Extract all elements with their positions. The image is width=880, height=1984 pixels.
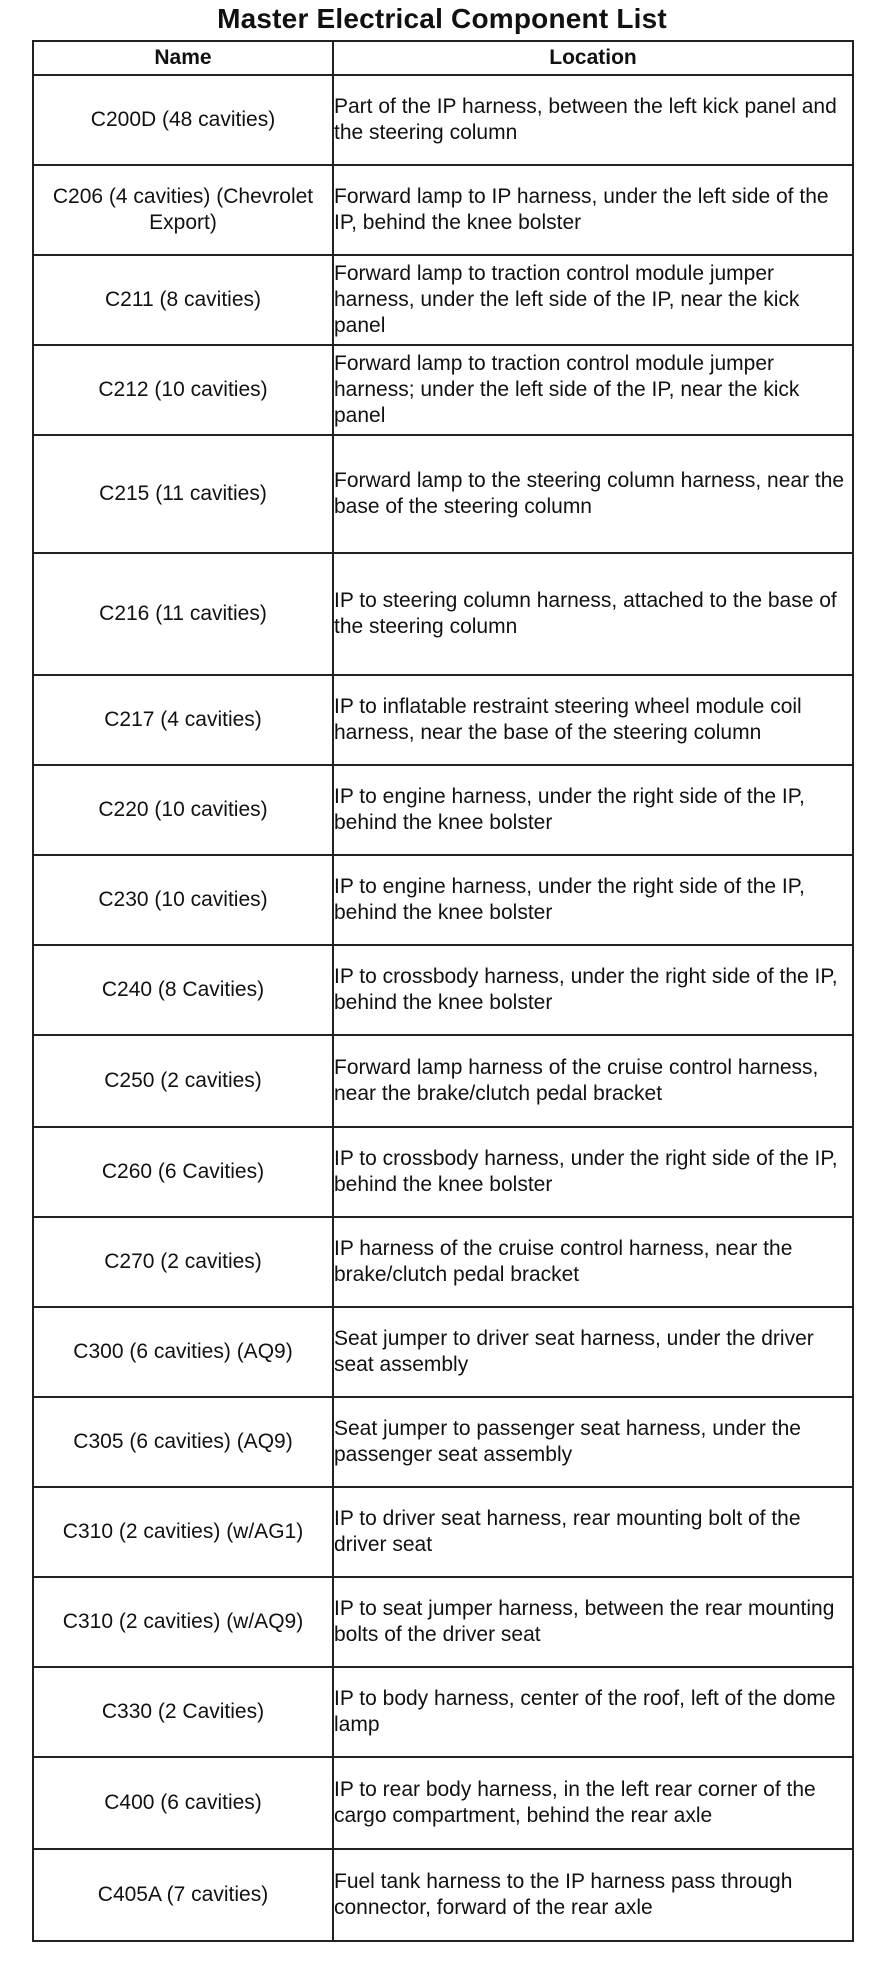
component-name: C230 (10 cavities) <box>33 855 333 945</box>
table-row <box>33 345 853 435</box>
component-location: Part of the IP harness, between the left kick panel and the steering column <box>333 75 853 165</box>
table-row <box>33 1487 853 1577</box>
component-name: C200D (48 cavities) <box>33 75 333 165</box>
component-location: IP to body harness, center of the roof, left of the dome lamp <box>333 1667 853 1757</box>
component-location: Forward lamp to the steering column harness, near the base of the steering column <box>333 435 853 553</box>
component-location: IP to crossbody harness, under the right side of the IP, behind the knee bolster <box>333 945 853 1035</box>
table-row <box>33 165 853 255</box>
component-name: C211 (8 cavities) <box>33 255 333 345</box>
component-location: IP to rear body harness, in the left rear corner of the cargo compartment, behind the rear axle <box>333 1757 853 1849</box>
component-location: IP to seat jumper harness, between the rear mounting bolts of the driver seat <box>333 1577 853 1667</box>
component-location: Fuel tank harness to the IP harness pass through connector, forward of the rear axle <box>333 1849 853 1941</box>
component-name: C206 (4 cavities) (Chevrolet Export) <box>33 165 333 255</box>
table-row <box>33 1307 853 1397</box>
component-name: C330 (2 Cavities) <box>33 1667 333 1757</box>
table-header-row <box>33 41 853 75</box>
table-row <box>33 1667 853 1757</box>
table-row <box>33 1397 853 1487</box>
component-location: Forward lamp harness of the cruise control harness, near the brake/clutch pedal bracket <box>333 1035 853 1127</box>
table-row <box>33 435 853 553</box>
component-name: C250 (2 cavities) <box>33 1035 333 1127</box>
table-row <box>33 1849 853 1941</box>
table-row <box>33 1757 853 1849</box>
table-row <box>33 255 853 345</box>
page-title: Master Electrical Component List <box>217 3 667 34</box>
component-name: C216 (11 cavities) <box>33 553 333 675</box>
component-name: C240 (8 Cavities) <box>33 945 333 1035</box>
table-row <box>33 1035 853 1127</box>
component-location: IP to driver seat harness, rear mounting bolt of the driver seat <box>333 1487 853 1577</box>
table-row <box>33 75 853 165</box>
component-location: Seat jumper to passenger seat harness, under the passenger seat assembly <box>333 1397 853 1487</box>
component-name: C400 (6 cavities) <box>33 1757 333 1849</box>
component-location: Seat jumper to driver seat harness, under the driver seat assembly <box>333 1307 853 1397</box>
component-name: C212 (10 cavities) <box>33 345 333 435</box>
table-row <box>33 675 853 765</box>
component-location: IP harness of the cruise control harness, near the brake/clutch pedal bracket <box>333 1217 853 1307</box>
component-name: C270 (2 cavities) <box>33 1217 333 1307</box>
table-row <box>33 1217 853 1307</box>
component-location: Forward lamp to traction control module jumper harness; under the left side of the IP, near the kick panel <box>333 345 853 435</box>
component-location: IP to engine harness, under the right side of the IP, behind the knee bolster <box>333 765 853 855</box>
component-name: C260 (6 Cavities) <box>33 1127 333 1217</box>
component-table <box>32 40 854 1942</box>
component-location: IP to steering column harness, attached to the base of the steering column <box>333 553 853 675</box>
table-row <box>33 945 853 1035</box>
component-location: Forward lamp to traction control module jumper harness, under the left side of the IP, near the kick panel <box>333 255 853 345</box>
component-location: IP to engine harness, under the right side of the IP, behind the knee bolster <box>333 855 853 945</box>
component-name: C305 (6 cavities) (AQ9) <box>33 1397 333 1487</box>
column-header-location: Location <box>333 41 853 75</box>
component-name: C310 (2 cavities) (w/AQ9) <box>33 1577 333 1667</box>
table-row <box>33 765 853 855</box>
component-location: IP to crossbody harness, under the right side of the IP, behind the knee bolster <box>333 1127 853 1217</box>
table-row <box>33 553 853 675</box>
component-name: C215 (11 cavities) <box>33 435 333 553</box>
component-name: C217 (4 cavities) <box>33 675 333 765</box>
table-row <box>33 855 853 945</box>
component-name: C300 (6 cavities) (AQ9) <box>33 1307 333 1397</box>
column-header-name: Name <box>33 41 333 75</box>
component-name: C310 (2 cavities) (w/AG1) <box>33 1487 333 1577</box>
component-name: C220 (10 cavities) <box>33 765 333 855</box>
component-location: IP to inflatable restraint steering wheel module coil harness, near the base of the steering column <box>333 675 853 765</box>
component-name: C405A (7 cavities) <box>33 1849 333 1941</box>
component-location: Forward lamp to IP harness, under the left side of the IP, behind the knee bolster <box>333 165 853 255</box>
table-row <box>33 1127 853 1217</box>
table-row <box>33 1577 853 1667</box>
